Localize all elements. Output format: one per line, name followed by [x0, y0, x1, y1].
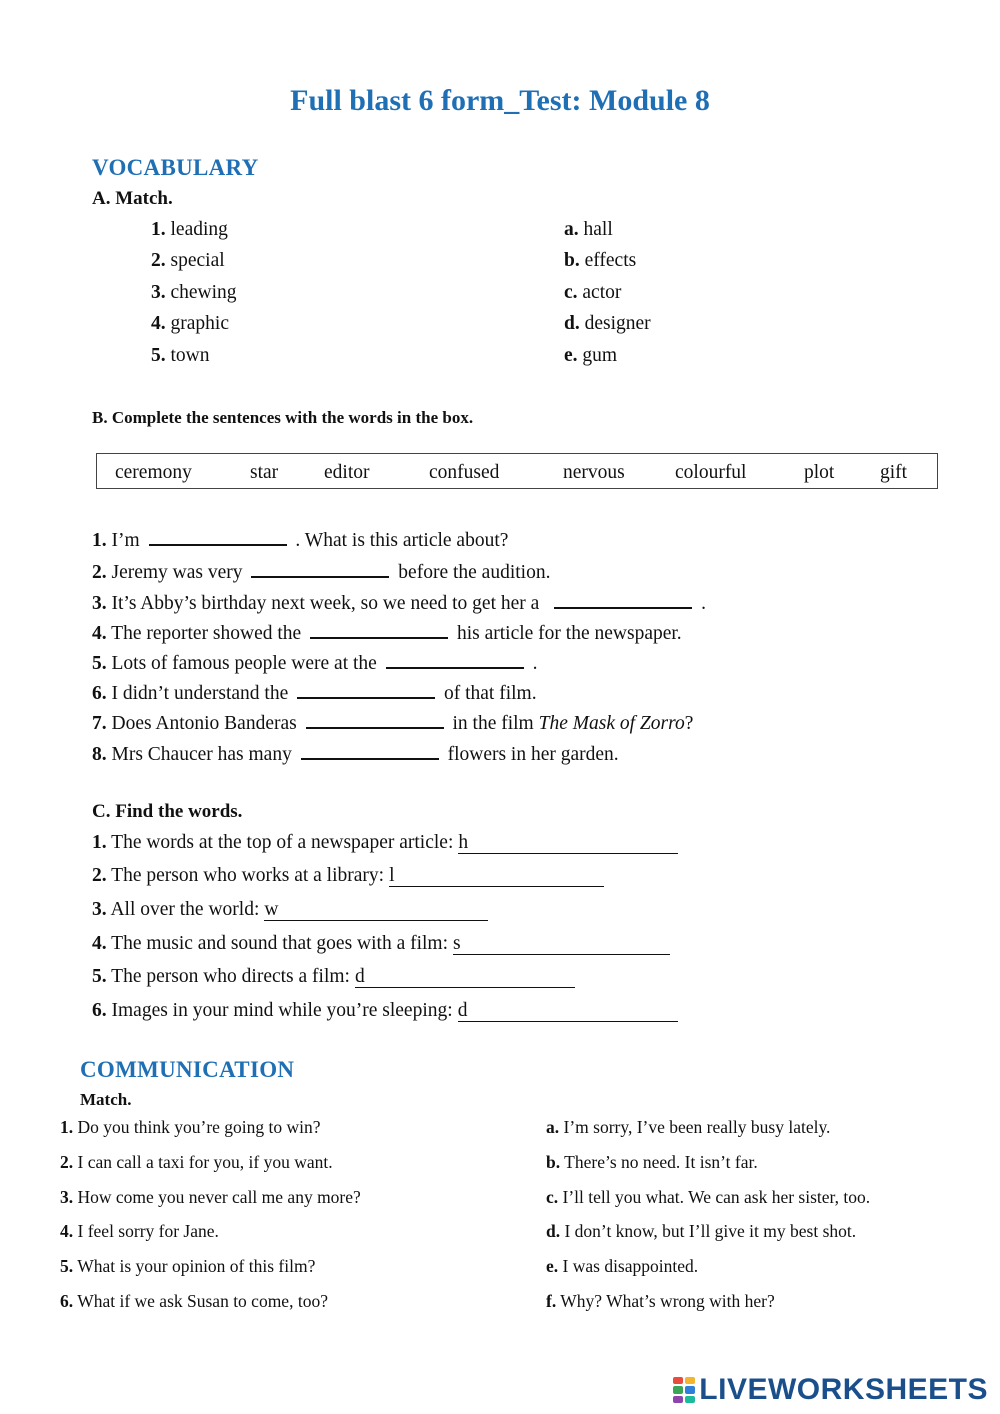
part-c-heading: C. Find the words.: [92, 801, 243, 822]
sentence: 7. Does Antonio Banderas in the film The Mask of Zorro?: [92, 709, 693, 735]
answer-blank[interactable]: d: [355, 967, 575, 988]
answer-blank[interactable]: [301, 740, 439, 760]
sentence: 8. Mrs Chaucer has many flowers in her garden.: [92, 740, 619, 766]
word-box-item: nervous: [563, 462, 625, 483]
match-a-right-item: c. actor: [564, 282, 622, 303]
answer-blank[interactable]: [306, 709, 444, 729]
part-b-heading: B. Complete the sentences with the words in the box.: [92, 408, 474, 427]
find-word-item: 6. Images in your mind while you’re sleeping: d: [92, 1000, 678, 1022]
comm-left-item: 5. What is your opinion of this film?: [60, 1256, 316, 1276]
liveworksheets-logo-icon: [673, 1377, 695, 1403]
comm-left-item: 1. Do you think you’re going to win?: [60, 1117, 321, 1137]
word-box-item: editor: [324, 462, 370, 483]
sentence: 6. I didn’t understand the of that film.: [92, 679, 537, 705]
sentence: 5. Lots of famous people were at the .: [92, 649, 537, 675]
comm-right-item: b. There’s no need. It isn’t far.: [546, 1152, 758, 1172]
page-title: Full blast 6 form_Test: Module 8: [290, 84, 710, 117]
find-word-item: 2. The person who works at a library: l: [92, 865, 604, 887]
match-a-right-item: d. designer: [564, 313, 651, 334]
answer-blank[interactable]: d: [458, 1001, 678, 1022]
match-a-left-item: 4. graphic: [151, 313, 229, 334]
communication-heading: COMMUNICATION: [80, 1057, 295, 1082]
match-a-left-item: 5. town: [151, 345, 210, 366]
answer-blank[interactable]: w: [264, 900, 488, 921]
vocabulary-heading: VOCABULARY: [92, 155, 259, 180]
answer-blank[interactable]: s: [453, 934, 670, 955]
answer-blank[interactable]: [297, 679, 435, 699]
answer-blank[interactable]: [251, 558, 389, 578]
answer-blank[interactable]: [149, 526, 287, 546]
word-box-item: colourful: [675, 462, 747, 483]
word-box-item: confused: [429, 462, 500, 483]
find-word-item: 4. The music and sound that goes with a film: s: [92, 933, 670, 955]
answer-blank[interactable]: [386, 649, 524, 669]
sentence: 4. The reporter showed the his article for the newspaper.: [92, 619, 682, 645]
answer-blank[interactable]: [310, 619, 448, 639]
sentence: 3. It’s Abby’s birthday next week, so we need to get her a .: [92, 589, 706, 615]
word-box-item: plot: [804, 462, 835, 483]
word-box-item: ceremony: [115, 462, 192, 483]
find-word-item: 1. The words at the top of a newspaper article: h: [92, 832, 678, 854]
comm-right-item: c. I’ll tell you what. We can ask her sister, too.: [546, 1187, 871, 1207]
answer-blank[interactable]: [554, 589, 692, 609]
comm-left-item: 3. How come you never call me any more?: [60, 1187, 361, 1207]
comm-right-item: f. Why? What’s wrong with her?: [546, 1291, 775, 1311]
match-a-right-item: a. hall: [564, 219, 613, 240]
answer-blank[interactable]: h: [458, 833, 678, 854]
comm-right-item: a. I’m sorry, I’ve been really busy lately.: [546, 1117, 831, 1137]
word-box-item: gift: [880, 462, 908, 483]
word-box: [96, 453, 938, 489]
logo-text: LIVEWORKSHEETS: [699, 1373, 988, 1406]
find-word-item: 3. All over the world: w: [92, 899, 488, 921]
match-a-left-item: 3. chewing: [151, 282, 237, 303]
communication-match-heading: Match.: [80, 1090, 132, 1109]
liveworksheets-logo: [673, 1373, 988, 1407]
comm-left-item: 2. I can call a taxi for you, if you want.: [60, 1152, 333, 1172]
find-word-item: 5. The person who directs a film: d: [92, 966, 575, 988]
match-a-left-item: 2. special: [151, 250, 225, 271]
comm-left-item: 4. I feel sorry for Jane.: [60, 1221, 219, 1241]
match-a-right-item: b. effects: [564, 250, 637, 271]
match-a-right-item: e. gum: [564, 345, 618, 366]
sentence: 1. I’m . What is this article about?: [92, 526, 508, 552]
comm-right-item: e. I was disappointed.: [546, 1256, 699, 1276]
part-a-heading: A. Match.: [92, 188, 173, 209]
comm-right-item: d. I don’t know, but I’ll give it my best shot.: [546, 1221, 857, 1241]
comm-left-item: 6. What if we ask Susan to come, too?: [60, 1291, 328, 1311]
answer-blank[interactable]: l: [389, 866, 604, 887]
match-a-left-item: 1. leading: [151, 219, 228, 240]
word-box-item: star: [250, 462, 279, 483]
sentence: 2. Jeremy was very before the audition.: [92, 558, 550, 584]
